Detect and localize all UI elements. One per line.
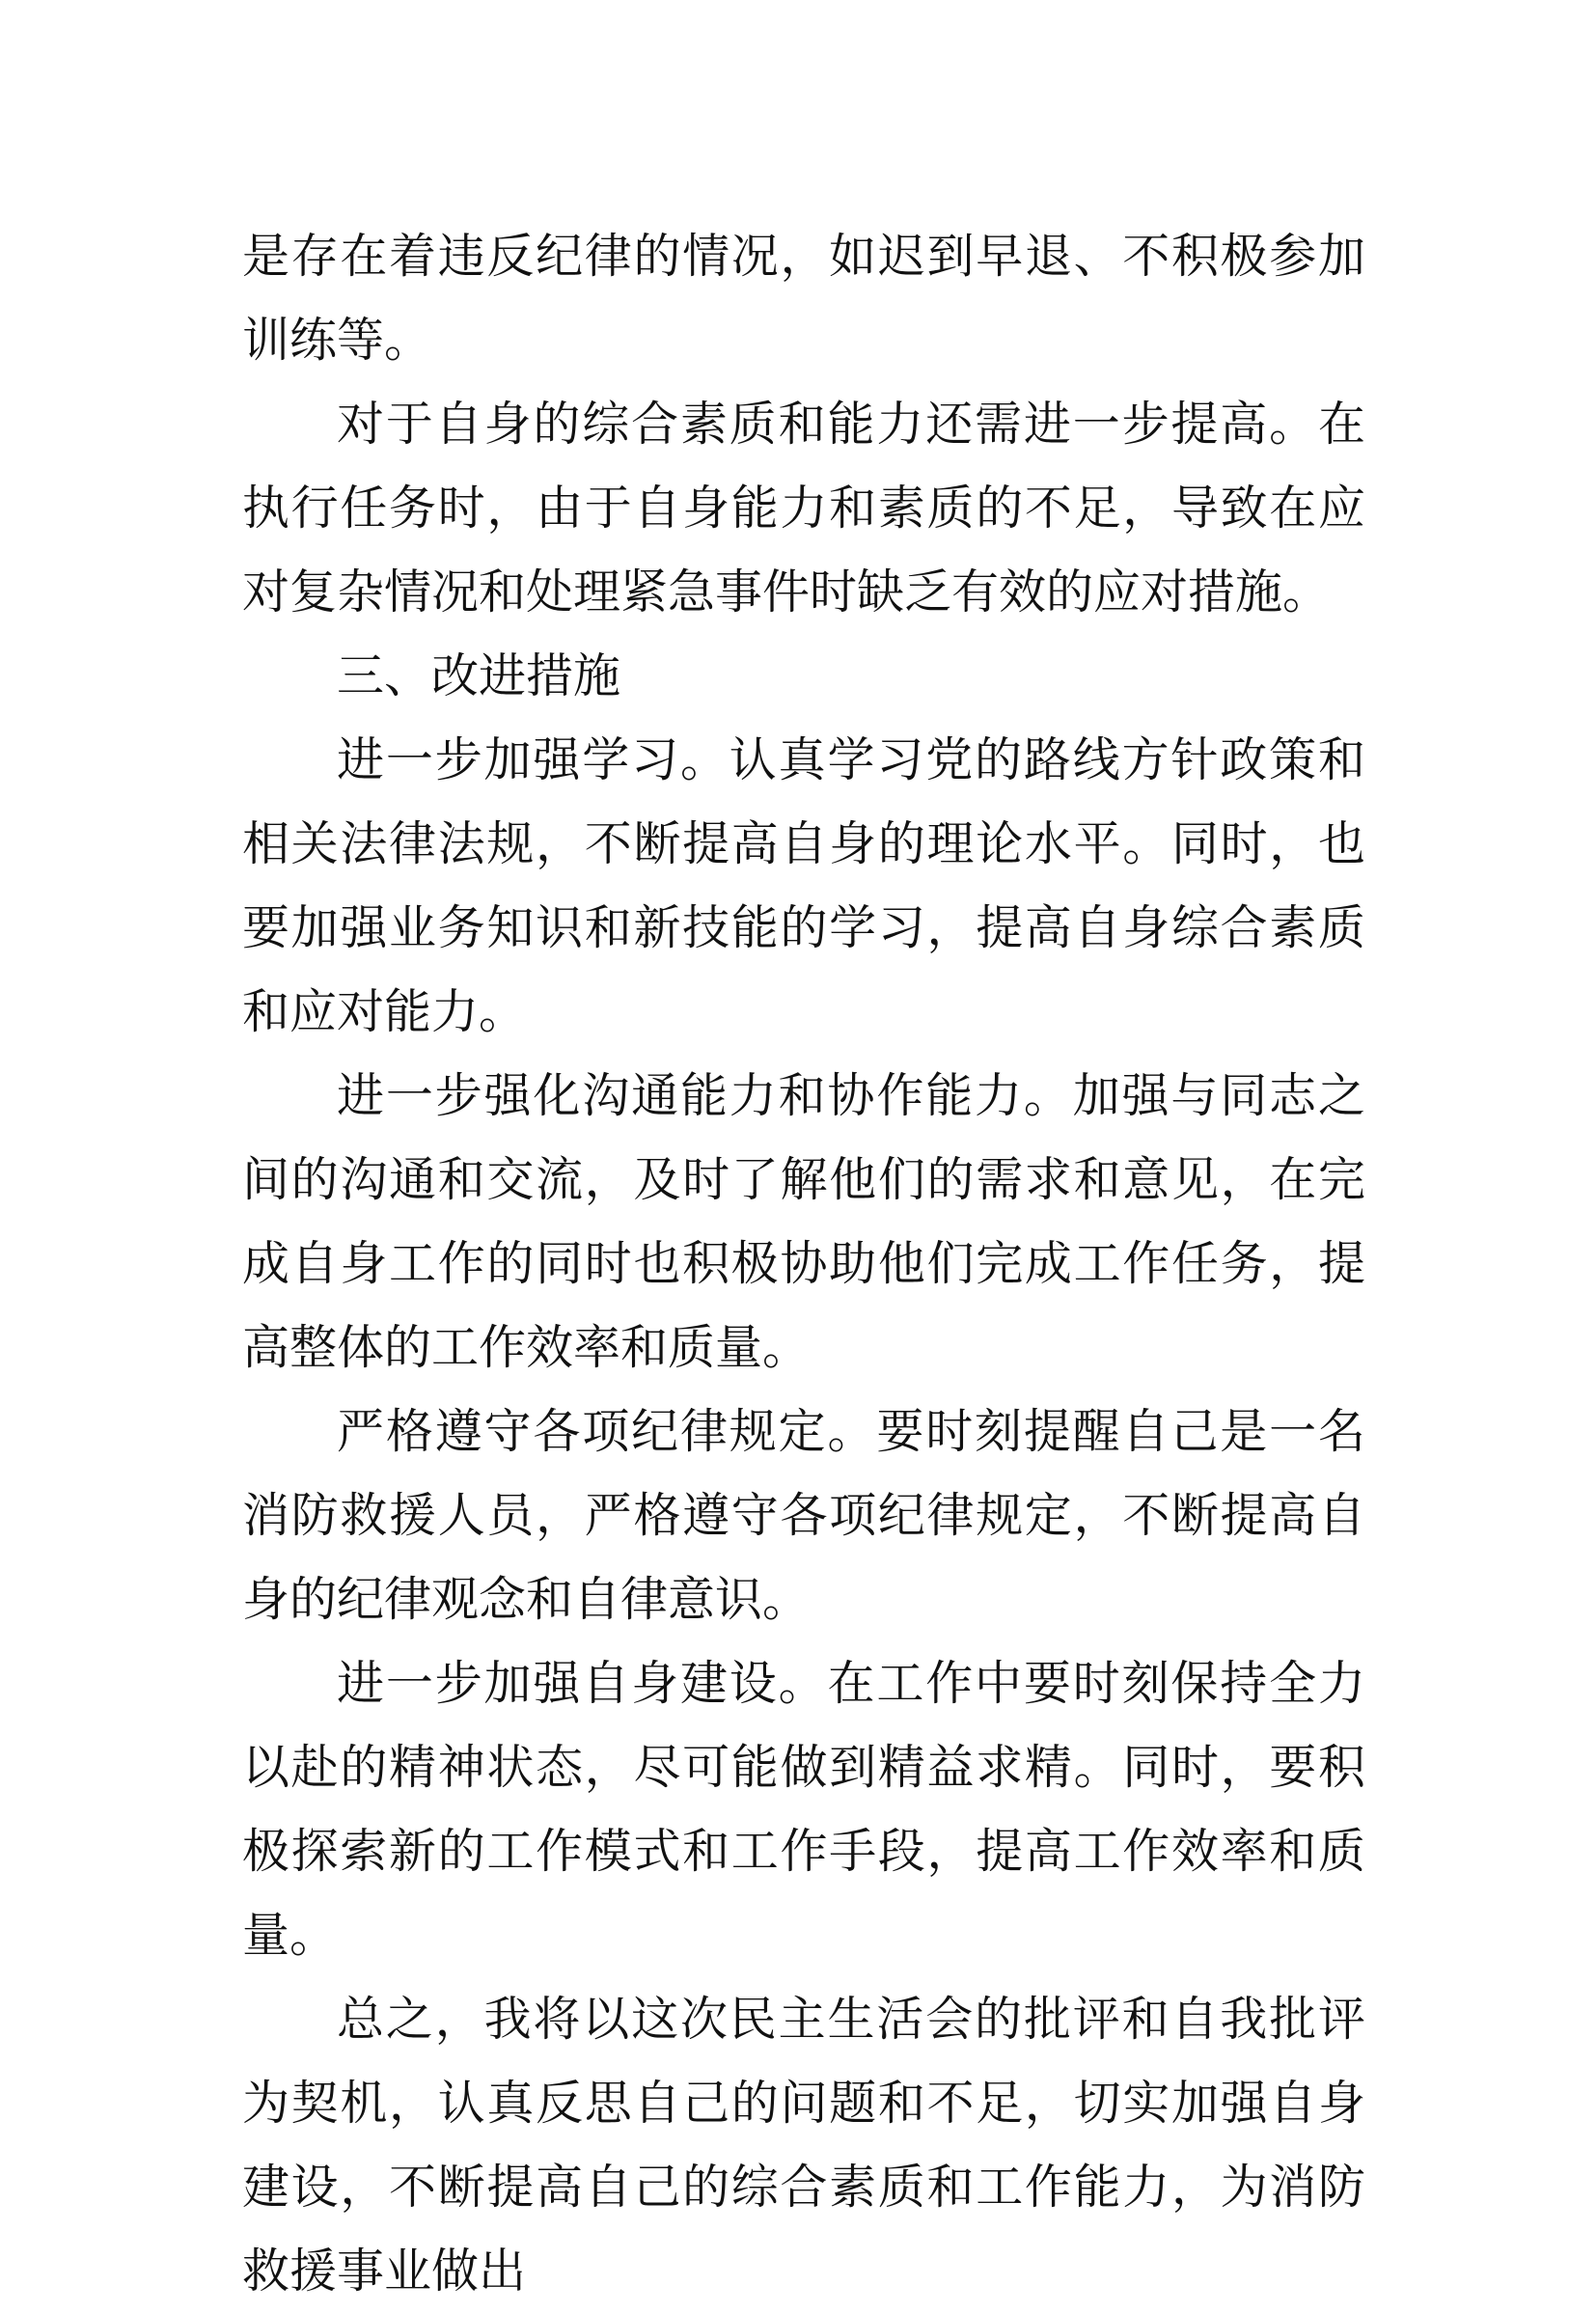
section-heading-improvement-measures: 三、改进措施 — [337, 648, 621, 703]
paragraph-continuation: 是存在着违反纪律的情况，如迟到早退、不积极参加训练等。 — [242, 229, 1365, 368]
paragraph-discipline: 严格遵守各项纪律规定。要时刻提醒自己是一名消防救援人员，严格遵守各项纪律规定，不断提高自身的纪律观念和自律意识。 — [242, 1404, 1365, 1627]
paragraph-communication-cooperation: 进一步强化沟通能力和协作能力。加强与同志之间的沟通和交流，及时了解他们的需求和意见，在完成自身工作的同时也积极协助他们完成工作任务，提高整体的工作效率和质量。 — [242, 1068, 1365, 1375]
paragraph-self-improvement: 对于自身的综合素质和能力还需进一步提高。在执行任务时，由于自身能力和素质的不足，导致在应对复杂情况和处理紧急事件时缺乏有效的应对措施。 — [242, 397, 1365, 620]
paragraph-conclusion: 总之，我将以这次民主生活会的批评和自我批评为契机，认真反思自己的问题和不足，切实加强自身建设，不断提高自己的综合素质和工作能力，为消防救援事业做出 — [242, 1992, 1365, 2299]
document-body — [242, 214, 1365, 2313]
paragraph-self-construction: 进一步加强自身建设。在工作中要时刻保持全力以赴的精神状态，尽可能做到精益求精。同时，要积极探索新的工作模式和工作手段，提高工作效率和质量。 — [242, 1656, 1365, 1963]
paragraph-strengthen-learning: 进一步加强学习。认真学习党的路线方针政策和相关法律法规，不断提高自身的理论水平。同时，也要加强业务知识和新技能的学习，提高自身综合素质和应对能力。 — [242, 732, 1365, 1039]
